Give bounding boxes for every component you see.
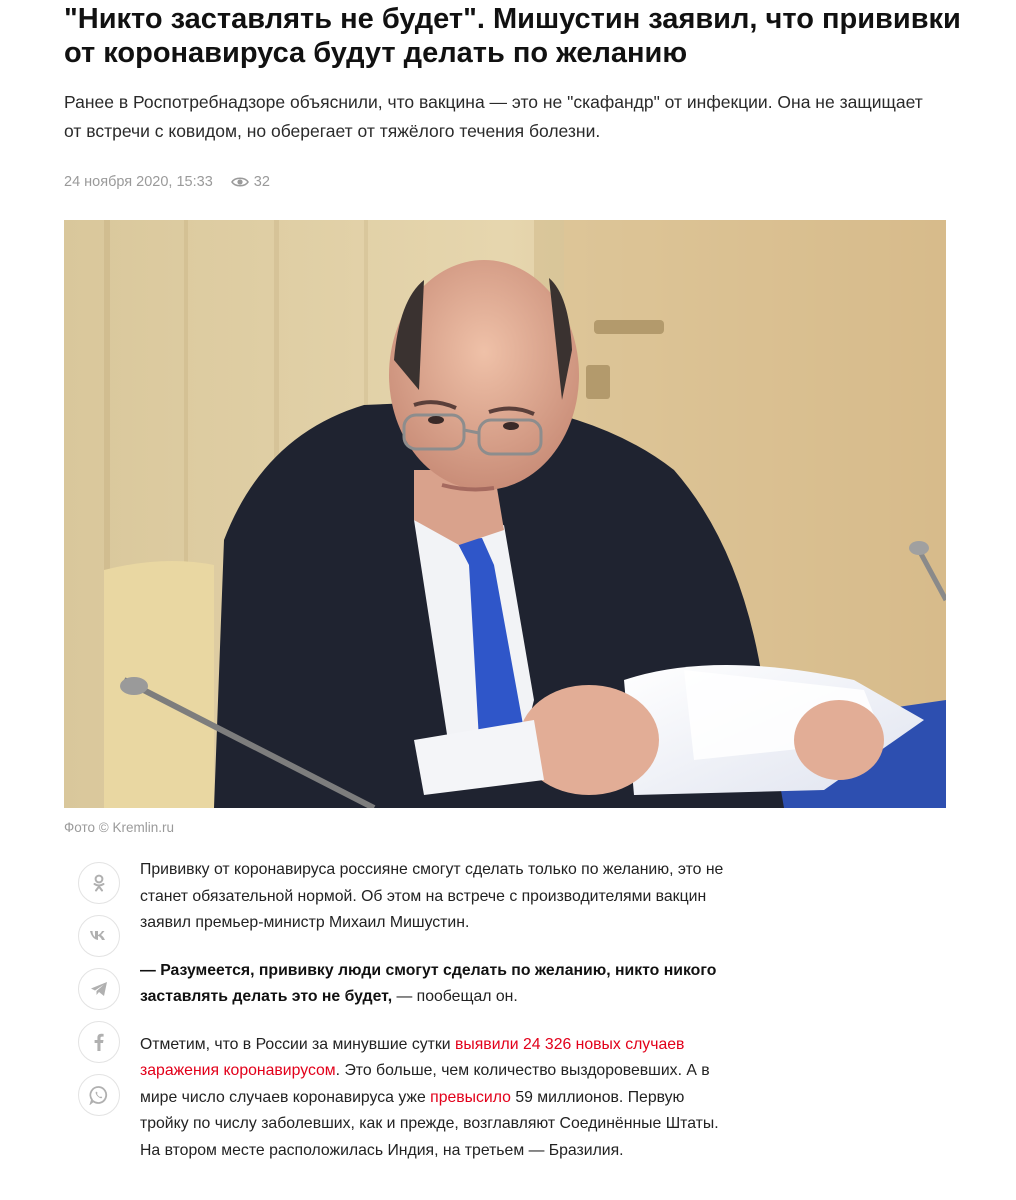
share-whatsapp-button[interactable]	[78, 1074, 120, 1116]
article-body	[140, 857, 730, 1185]
exceeded-link[interactable]: превысило	[430, 1088, 511, 1106]
quote-dash: —	[140, 961, 161, 979]
share-vk-button[interactable]	[78, 915, 120, 957]
publish-date: 24 ноября 2020, 15:33	[64, 174, 213, 190]
whatsapp-icon	[89, 1085, 109, 1105]
quote-text: Разумеется, прививку люди смогут сделать по желанию, никто никого заставлять делать это не будет,	[140, 961, 717, 1005]
vk-icon	[89, 930, 109, 942]
share-odnoklassniki-button[interactable]	[78, 862, 120, 904]
views-counter	[231, 174, 270, 190]
article-meta	[64, 172, 270, 192]
odnoklassniki-icon	[92, 874, 106, 892]
photo-caption: Фото © Kremlin.ru	[64, 820, 174, 835]
article-title: "Никто заставлять не будет". Мишустин заявил, что прививки от коронавируса будут делать по желанию	[64, 3, 961, 69]
p3-text-1: Отметим, что в России за минувшие сутки	[140, 1035, 455, 1053]
article-photo[interactable]	[64, 220, 946, 808]
p3-text-2: . Это больше, чем количество выздоровевших. А в мире число случаев коронавируса уже	[140, 1062, 710, 1106]
views-count: 32	[253, 174, 270, 190]
eye-icon	[231, 176, 249, 188]
telegram-icon	[90, 981, 108, 997]
cases-link[interactable]: выявили 24 326 новых случаев заражения коронавирусом	[140, 1035, 685, 1079]
p3-text-3: 59 миллионов. Первую тройку по числу заболевших, как и прежде, возглавляют Соединённые Штаты. На втором месте расположилась Индия, на третьем — Бразилия.	[140, 1088, 719, 1159]
share-facebook-button[interactable]	[78, 1021, 120, 1063]
body-paragraph-3	[140, 1032, 730, 1165]
body-paragraph-1: Прививку от коронавируса россияне смогут сделать только по желанию, это не станет обязательной нормой. Об этом на встрече с производителями вакцин заявил премьер-министр Михаил Мишустин.	[140, 861, 724, 931]
body-quote-paragraph	[140, 958, 730, 1011]
article-lead: Ранее в Роспотребнадзоре объяснили, что вакцина — это не "скафандр" от инфекции. Она не защищает от встречи с ковидом, но оберегает от тяжёлого течения болезни.	[64, 92, 923, 141]
quote-attribution: — пообещал он.	[392, 988, 518, 1005]
facebook-icon	[94, 1033, 104, 1051]
share-telegram-button[interactable]	[78, 968, 120, 1010]
share-buttons	[78, 862, 122, 1127]
